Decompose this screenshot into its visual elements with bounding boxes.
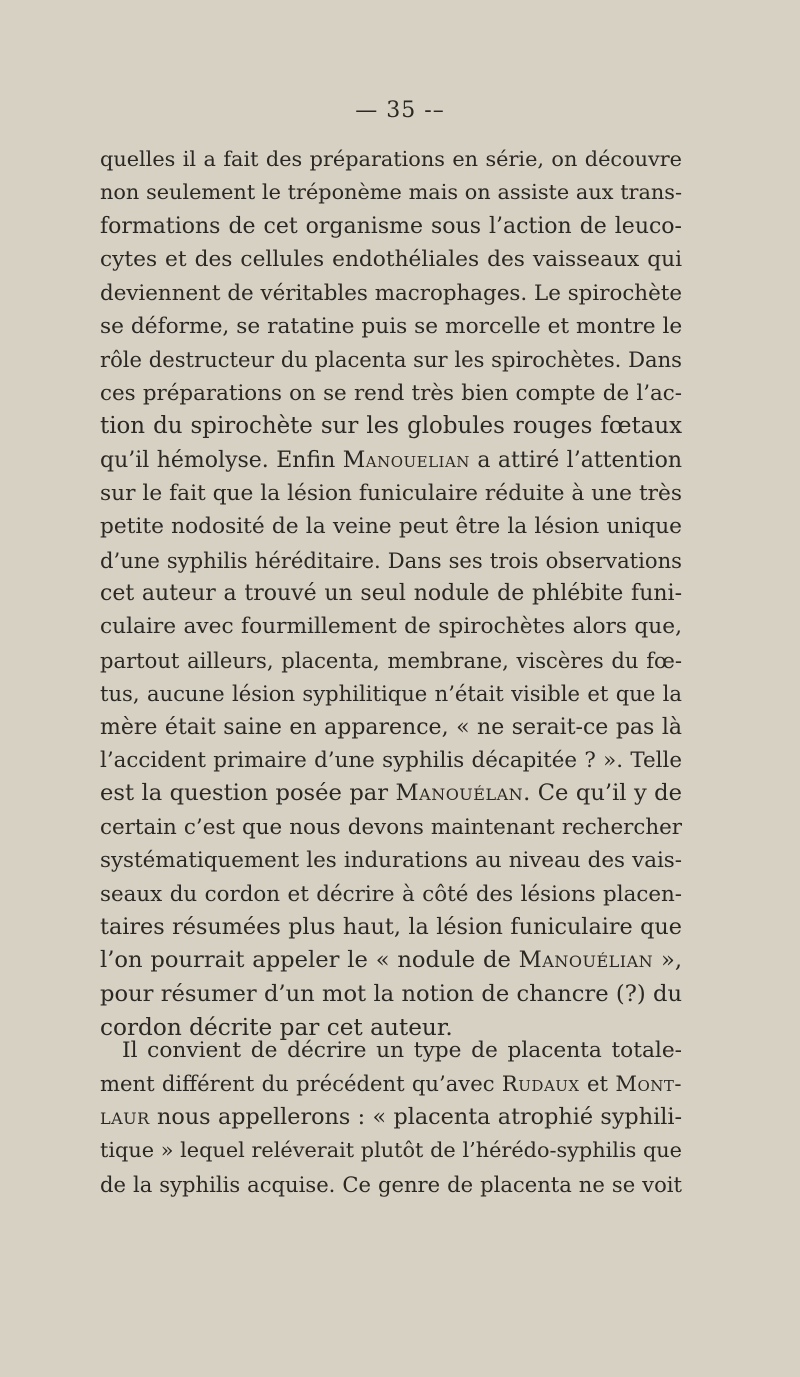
paragraph-2 [100,1034,682,1201]
text-line: petite nodosité de la veine peut être la lésion unique [100,514,682,540]
text-line: tique » lequel reléverait plutôt de l’hérédo-syphilis que [100,1138,682,1163]
text-line: rôle destructeur du placenta sur les spirochètes. Dans [100,347,682,373]
text-line: cytes et des cellules endothéliales des vaisseaux qui [100,247,682,273]
text-line: tion du spirochète sur les globules rouges fœtaux [100,413,682,440]
text-line: ces préparations on se rend très bien compte de l’ac- [100,380,682,406]
paragraph-1 [100,143,682,1045]
text-line: ment différent du précédent qu’avec Rudaux et Mont- [100,1071,682,1097]
text-line: formations de cet organisme sous l’action de leuco- [100,213,682,239]
text-line: Il convient de décrire un type de placenta totale- [122,1038,682,1063]
text-line: partout ailleurs, placenta, membrane, viscères du fœ- [100,647,682,673]
text-line: systématiquement les indurations au niveau des vais- [100,848,682,874]
text-line: deviennent de véritables macrophages. Le spirochète [100,280,682,306]
text-line: est la question posée par Manouélan. Ce qu’il y de [100,780,682,807]
text-line: l’accident primaire d’une syphilis décapitée ? ». Telle [100,748,682,774]
text-line: qu’il hémolyse. Enfin Manouelian a attiré l’attention [100,447,682,473]
text-line: quelles il a fait des préparations en série, on découvre [100,147,682,171]
text-line: sur le fait que la lésion funiculaire réduite à une très [100,480,682,506]
text-line: cordon décrite par cet auteur. [100,1014,453,1042]
text-line: se déforme, se ratatine puis se morcelle et montre le [100,313,683,339]
text-line: non seulement le tréponème mais on assiste aux trans- [100,180,682,205]
text-line: seaux du cordon et décrire à côté des lésions placen- [100,881,682,907]
text-line: certain c’est que nous devons maintenant rechercher [100,814,682,840]
text-line: tus, aucune lésion syphilitique n’était visible et que la [100,681,682,707]
text-line: d’une syphilis héréditaire. Dans ses trois observations [100,547,682,573]
text-line: de la syphilis acquise. Ce genre de placenta ne se voit [100,1171,682,1197]
text-line: taires résumées plus haut, la lésion funiculaire que [100,913,682,940]
text-line: cet auteur a trouvé un seul nodule de phlébite funi- [100,581,682,607]
text-line: mère était saine en apparence, « ne serait-ce pas là [100,714,682,740]
text-line: l’on pourrait appeler le « nodule de Manouélian », [100,947,683,974]
text-line: culaire avec fourmillement de spirochètes alors que, [100,614,682,640]
text-line: laur nous appellerons : « placenta atrophié syphili- [100,1103,682,1130]
page-number: — 35 -– [355,98,445,123]
text-line: pour résumer d’un mot la notion de chancre (?) du [100,980,682,1007]
